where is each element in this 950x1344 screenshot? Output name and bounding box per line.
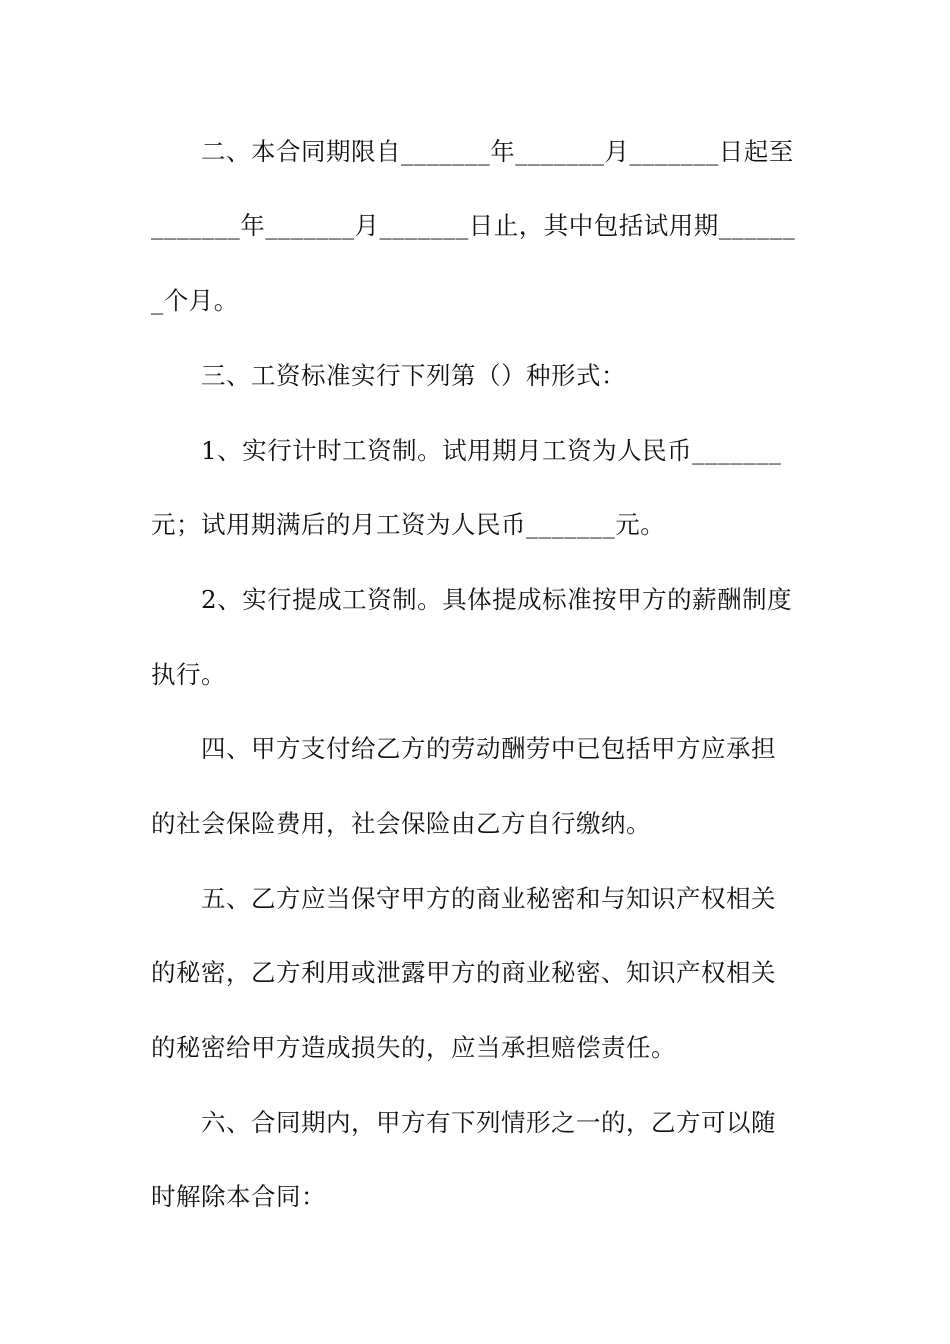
clause-4-line-2: 的社会保险费用，社会保险由乙方自行缴纳。 xyxy=(151,809,651,838)
clause-4-line-1: 四、甲方支付给乙方的劳动酬劳中已包括甲方应承担 xyxy=(201,734,776,763)
clause-2-line-2: _______年_______月_______日止，其中包括试用期______ xyxy=(151,211,796,240)
clause-3-item-2-line-2: 执行。 xyxy=(151,660,226,689)
clause-2-line-1: 二、本合同期限自_______年_______月_______日起至 xyxy=(201,137,794,166)
clause-6-line-2: 时解除本合同： xyxy=(151,1182,326,1211)
clause-2-line-3: _个月。 xyxy=(151,286,239,315)
clause-5-line-3: 的秘密给甲方造成损失的，应当承担赔偿责任。 xyxy=(151,1033,676,1062)
clause-3-heading: 三、工资标准实行下列第（）种形式： xyxy=(201,361,626,390)
clause-3-item-1-line-2: 元；试用期满后的月工资为人民币_______元。 xyxy=(151,510,666,539)
clause-5-line-2: 的秘密，乙方利用或泄露甲方的商业秘密、知识产权相关 xyxy=(151,958,776,987)
clause-3-item-1-line-1: 1、实行计时工资制。试用期月工资为人民币_______ xyxy=(201,436,782,465)
clause-3-item-2-line-1: 2、实行提成工资制。具体提成标准按甲方的薪酬制度 xyxy=(201,585,793,614)
clause-6-line-1: 六、合同期内，甲方有下列情形之一的，乙方可以随 xyxy=(201,1108,776,1137)
clause-5-line-1: 五、乙方应当保守甲方的商业秘密和与知识产权相关 xyxy=(201,884,776,913)
